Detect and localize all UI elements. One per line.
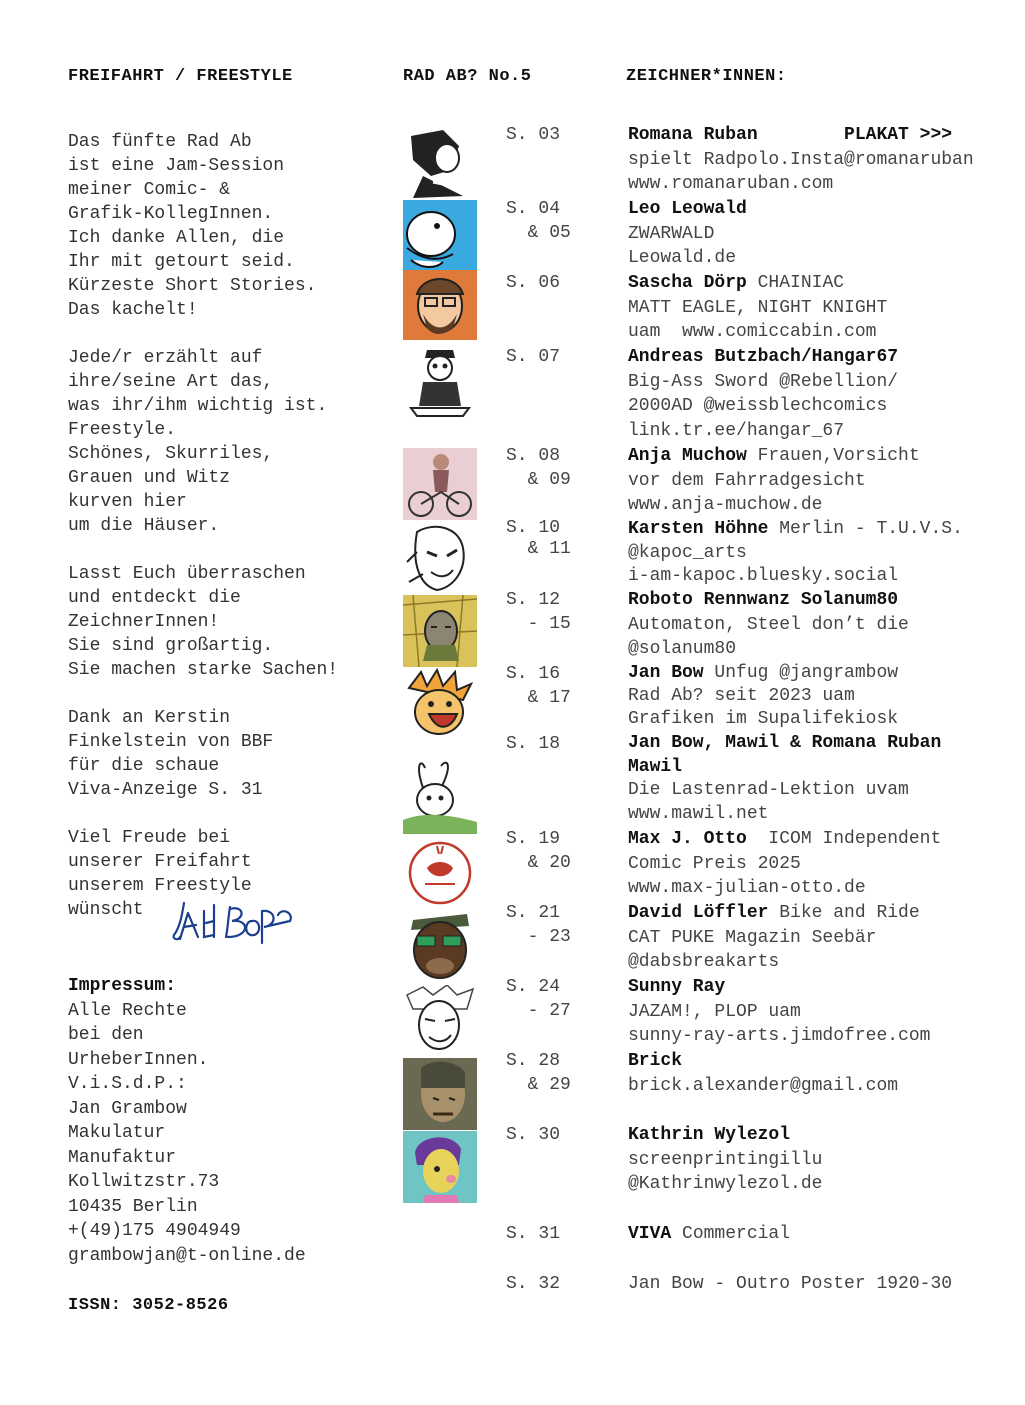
artist-name: Jan Bow, Mawil & Romana Ruban Mawil [628, 733, 942, 777]
pages-david-loeffler: S. 21 - 23 [506, 903, 571, 947]
entry-outro [628, 1272, 952, 1297]
andreas-butzbach-thumbnail [403, 346, 477, 420]
artist-name: Sascha Dörp [628, 273, 747, 293]
artist-name: VIVA [628, 1224, 672, 1244]
artist-tag: Frauen,Vorsicht [746, 446, 920, 466]
artist-tag: ICOM Independent [746, 829, 942, 849]
kathrin-wylezol-thumbnail [403, 1131, 477, 1203]
brick-thumbnail [403, 1058, 477, 1130]
entry-andreas-butzbach [628, 345, 898, 443]
pages-jan-bow: S. 16 & 17 [506, 664, 571, 708]
david-loeffler-thumbnail [403, 908, 477, 982]
artist-name: Jan Bow [628, 663, 704, 683]
entry-roboto-rennwanz [628, 588, 909, 662]
artist-name: Romana Ruban [628, 125, 758, 145]
artist-name: Max J. Otto [628, 829, 747, 849]
artist-tag: Commercial [671, 1224, 791, 1244]
impressum-title: Impressum: [68, 976, 177, 996]
pages-sascha-doerp: S. 06 [506, 273, 561, 293]
artist-info: JAZAM!, PLOP uam sunny-ray-arts.jimdofree.com [628, 1001, 931, 1046]
artist-name: Andreas Butzbach/Hangar67 [628, 347, 899, 367]
artist-info: MATT EAGLE, NIGHT KNIGHT uam www.comiccabin.com [628, 297, 888, 342]
sascha-doerp-thumbnail [403, 270, 477, 340]
entry-jan-bow [628, 662, 898, 731]
artist-info: Die Lastenrad-Lektion uvam www.mawil.net [628, 780, 909, 824]
artist-tag: Unfug @jangrambow [703, 663, 899, 683]
artist-info: Rad Ab? seit 2023 uam Grafiken im Supalifekiosk [628, 686, 899, 729]
pages-viva: S. 31 [506, 1224, 561, 1244]
artists-heading: ZEICHNER*INNEN: [626, 67, 787, 86]
entry-david-loeffler [628, 901, 920, 975]
entry-brick [628, 1049, 898, 1098]
artist-tag: Bike and Ride [768, 903, 920, 923]
entry-anja-muchow [628, 444, 920, 518]
intro-paragraph-2: Jede/r erzählt auf ihre/seine Art das, was ihr/ihm wichtig ist. Freestyle. Schönes, Skurriles, Grauen und Witz kurven hier um die Häuser. [68, 348, 328, 536]
entry-max-otto [628, 827, 941, 901]
pages-outro: S. 32 [506, 1274, 561, 1294]
artist-name: Kathrin Wylezol [628, 1125, 791, 1145]
romana-ruban-thumbnail [403, 126, 477, 198]
artist-info: CAT PUKE Magazin Seebär @dabsbreakarts [628, 927, 877, 972]
entry-romana-ruban [628, 123, 974, 197]
intro-paragraph-3: Lasst Euch überraschen und entdeckt die ZeichnerInnen! Sie sind großartig. Sie machen starke Sachen! [68, 564, 339, 680]
artist-tag: CHAINIAC [746, 273, 845, 293]
sunny-ray-thumbnail [403, 985, 477, 1057]
signature [170, 897, 310, 945]
entry-sunny-ray [628, 975, 930, 1049]
pages-andreas-butzbach: S. 07 [506, 347, 561, 367]
jan-bow-thumbnail [403, 668, 477, 740]
pages-roboto-rennwanz: S. 12 - 15 [506, 590, 571, 634]
artist-name: Karsten Höhne [628, 519, 769, 539]
max-otto-thumbnail [403, 838, 477, 908]
artist-name: David Löffler [628, 903, 769, 923]
header-title: FREIFAHRT / FREESTYLE [68, 67, 293, 86]
artist-name: Roboto Rennwanz Solanum80 [628, 590, 899, 610]
artist-name: Anja Muchow [628, 446, 747, 466]
artist-info: Comic Preis 2025 www.max-julian-otto.de [628, 853, 866, 898]
artist-name: Sunny Ray [628, 977, 726, 997]
artist-info: brick.alexander@gmail.com [628, 1075, 899, 1096]
pages-sunny-ray: S. 24 - 27 [506, 977, 571, 1021]
artist-info: screenprintingillu @Kathrinwylezol.de [628, 1149, 823, 1194]
issue-title: RAD AB? No.5 [403, 67, 532, 86]
intro-paragraph-4: Dank an Kerstin Finkelstein von BBF für die schaue Viva-Anzeige S. 31 [68, 708, 274, 800]
artist-name: Brick [628, 1051, 683, 1071]
entry-sascha-doerp [628, 271, 887, 345]
anja-muchow-thumbnail [403, 448, 477, 520]
artist-info: Big-Ass Sword @Rebellion/ 2000AD @weissblechcomics link.tr.ee/hangar_67 [628, 371, 899, 441]
issn: ISSN: 3052-8526 [68, 1296, 229, 1315]
karsten-hoehne-thumbnail [403, 522, 477, 594]
artist-name: Leo Leowald [628, 199, 747, 219]
entry-jam-mawil [628, 732, 941, 826]
artist-info: spielt Radpolo.Insta@romanaruban www.romanaruban.com [628, 149, 974, 194]
entry-karsten-hoehne [628, 518, 963, 589]
mawil-thumbnail [403, 760, 477, 834]
roboto-rennwanz-thumbnail [403, 595, 477, 667]
artist-tag: Jan Bow - Outro Poster 1920-30 [628, 1274, 953, 1294]
entry-viva [628, 1222, 790, 1247]
artist-tag: Merlin - T.U.V.S. [768, 519, 963, 539]
impressum-text: Alle Rechte bei den UrheberInnen. V.i.S.d.P.: Jan Grambow Makulatur Manufaktur Kollwitzstr.73 10435 Berlin +(49)175 4904949 grambowjan@t-online.de [68, 1000, 306, 1266]
intro-paragraph-1: Das fünfte Rad Ab ist eine Jam-Session meiner Comic- & Grafik-KollegInnen. Ich danke Allen, die Ihr mit getourt seid. Kürzeste Short Stories. Das kachelt! [68, 132, 317, 320]
artist-info: vor dem Fahrradgesicht www.anja-muchow.de [628, 470, 866, 515]
entry-kathrin-wylezol [628, 1123, 822, 1197]
leo-leowald-thumbnail [403, 200, 477, 270]
pages-jam: S. 18 [506, 734, 561, 754]
entry-leo-leowald [628, 197, 747, 271]
artist-info: @kapoc_arts i-am-kapoc.bluesky.social [628, 542, 899, 586]
pages-brick: S. 28 & 29 [506, 1051, 571, 1095]
artist-info: Automaton, Steel don’t die @solanum80 [628, 614, 909, 659]
pages-leo-leowald: S. 04 & 05 [506, 199, 571, 243]
impressum [68, 974, 306, 1268]
pages-max-otto: S. 19 & 20 [506, 829, 571, 873]
intro-paragraph-5: Viel Freude bei unserer Freifahrt unserem Freestyle wünscht [68, 828, 252, 920]
pages-anja-muchow: S. 08 & 09 [506, 446, 571, 490]
pages-romana-ruban: S. 03 [506, 125, 561, 145]
pages-kathrin-wylezol: S. 30 [506, 1125, 561, 1145]
pages-karsten-hoehne: S. 10 & 11 [506, 518, 571, 559]
poster-tag: PLAKAT >>> [757, 125, 953, 145]
artist-info: ZWARWALD Leowald.de [628, 223, 737, 268]
